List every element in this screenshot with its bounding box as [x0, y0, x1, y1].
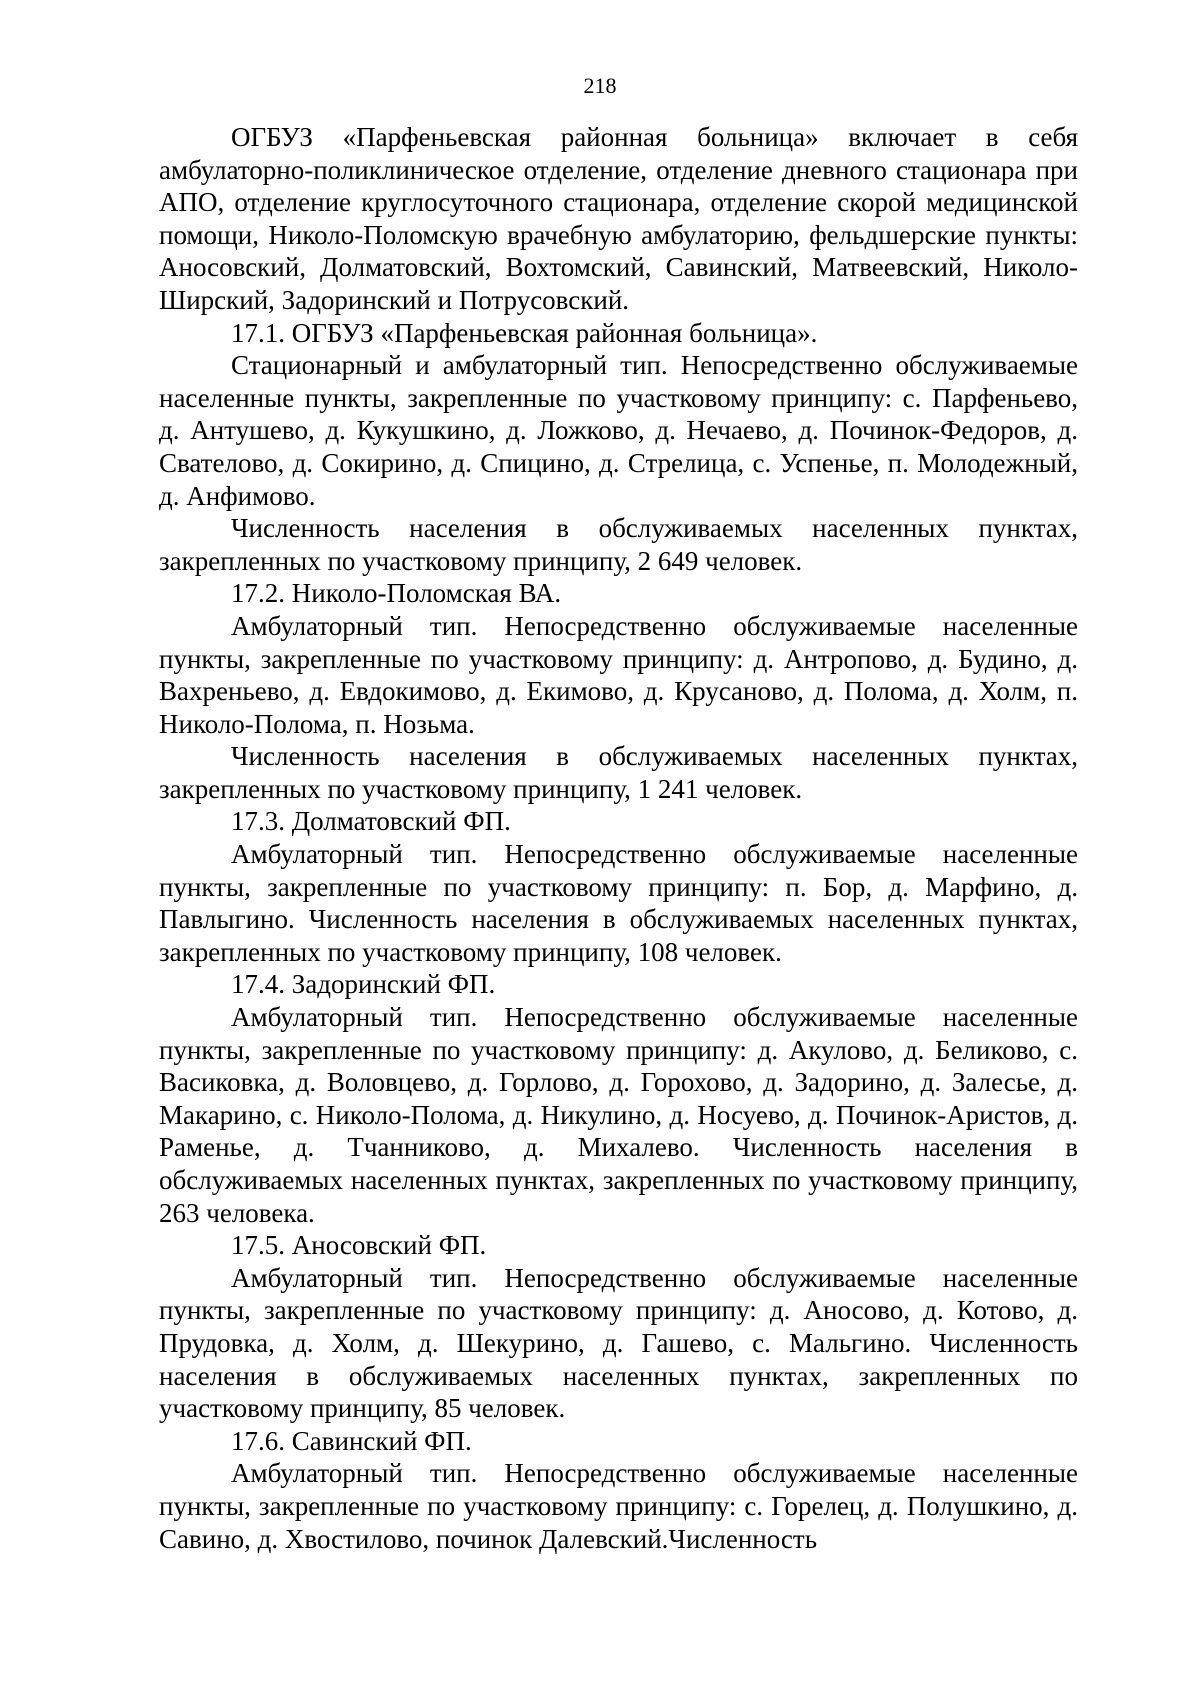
section-heading-17-3: 17.3. Долматовский ФП.: [231, 806, 511, 837]
page-number: 218: [583, 73, 617, 98]
paragraph-17-1-population: Численность населения в обслуживаемых населенных пунктах, закрепленных по участковому принципу, 2 649 человек.: [159, 513, 1078, 576]
paragraph-intro: ОГБУЗ «Парфеньевская районная больница» включает в себя амбулаторно-поликлиническое отделение, отделение дневного стационара при АПО, отделение круглосуточного стационара, отделение скорой медицинской помощи, Николо-Поломскую врачебную амбулаторию, фельдшерские пункты: Аносовский, Долматовский, Вохтомский, Савинский, Матвеевский, Николо-Ширский, Задоринский и Потрусовский.: [159, 122, 1078, 315]
section-heading-17-1: 17.1. ОГБУЗ «Парфеньевская районная больница».: [231, 317, 818, 348]
document-body: [159, 121, 1078, 1555]
paragraph-17-3-settlements: Амбулаторный тип. Непосредственно обслуживаемые населенные пункты, закрепленные по участковому принципу: п. Бор, д. Марфино, д. Павлыгино. Численность населения в обслуживаемых населенных пунктах, закрепленных по участковому принципу, 108 человек.: [159, 839, 1078, 967]
paragraph-17-2-population: Численность населения в обслуживаемых населенных пунктах, закрепленных по участковому принципу, 1 241 человек.: [159, 741, 1078, 804]
paragraph-17-2-settlements: Амбулаторный тип. Непосредственно обслуживаемые населенные пункты, закрепленные по участковому принципу: д. Антропово, д. Будино, д. Вахреньево, д. Евдокимово, д. Екимово, д. Крусаново, д. Полома, д. Холм, п. Николо-Полома, п. Нозьма.: [159, 610, 1078, 739]
paragraph-17-1-settlements: Стационарный и амбулаторный тип. Непосредственно обслуживаемые населенные пункты, закрепленные по участковому принципу: с. Парфеньево, д. Антушево, д. Кукушкино, д. Ложково, д. Нечаево, д. Починок-Федоров, д. Свателово, д. Сокирино, д. Спицино, д. Стрелица, с. Успенье, п. Молодежный, д. Анфимово.: [159, 350, 1078, 511]
paragraph-17-5-settlements: Амбулаторный тип. Непосредственно обслуживаемые населенные пункты, закрепленные по участковому принципу: д. Аносово, д. Котово, д. Прудовка, д. Холм, д. Шекурино, д. Гашево, с. Мальгино. Численность населения в обслуживаемых населенных пунктах, закрепленных по участковому принципу, 85 человек.: [159, 1262, 1078, 1424]
paragraph-17-4-settlements: Амбулаторный тип. Непосредственно обслуживаемые населенные пункты, закрепленные по участковому принципу: д. Акулово, д. Беликово, с. Васиковка, д. Воловцево, д. Горлово, д. Горохово, д. Задорино, д. Залесье, д. Макарино, с. Николо-Полома, д. Никулино, д. Носуево, д. Починок-Аристов, д. Раменье, д. Тчанниково, д. Михалево. Численность населения в обслуживаемых населенных пунктах, закрепленных по участковому принципу, 263 человека.: [159, 1002, 1078, 1228]
section-heading-17-6: 17.6. Савинский ФП.: [231, 1425, 472, 1456]
section-heading-17-4: 17.4. Задоринский ФП.: [231, 969, 496, 1000]
section-heading-17-2: 17.2. Николо-Поломская ВА.: [231, 578, 562, 609]
paragraph-17-6-settlements: Амбулаторный тип. Непосредственно обслуживаемые населенные пункты, закрепленные по участковому принципу: с. Горелец, д. Полушкино, д. Савино, д. Хвостилово, починок Далевский.Численность: [159, 1458, 1078, 1554]
section-heading-17-5: 17.5. Аносовский ФП.: [231, 1230, 487, 1261]
